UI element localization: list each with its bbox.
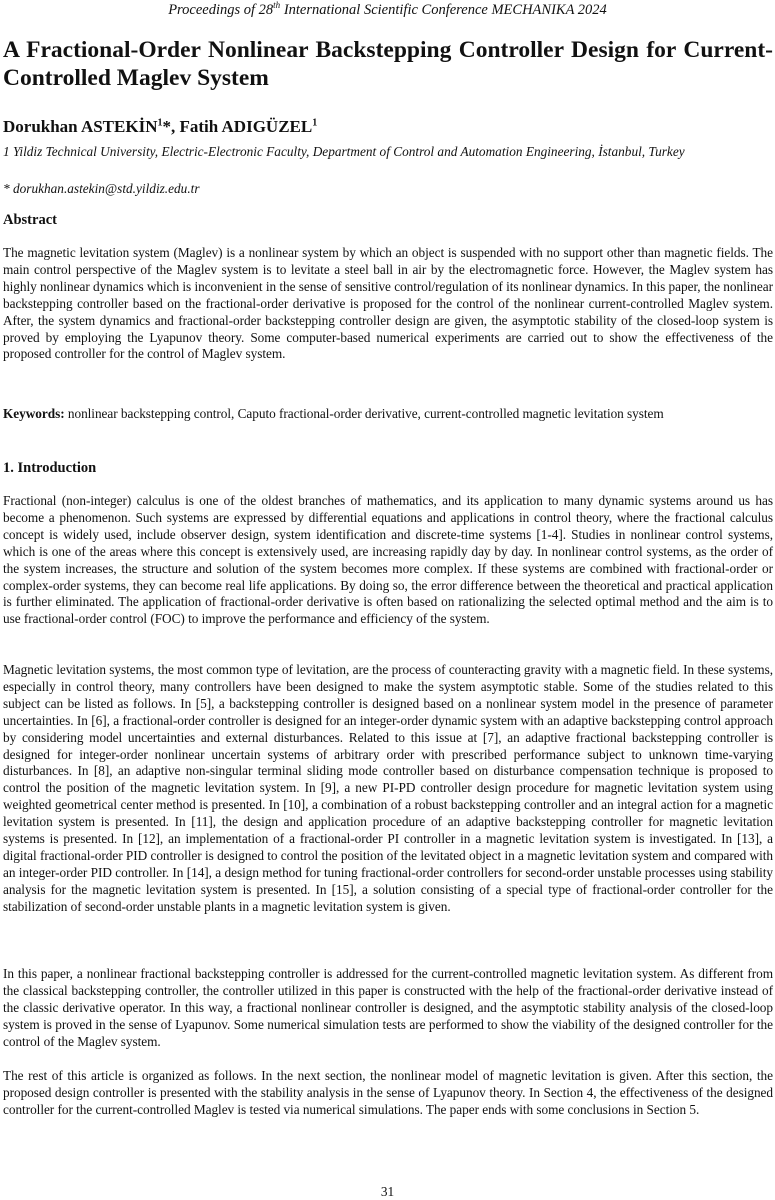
author-1-affiliation-mark: 1 xyxy=(157,117,163,129)
author-1-name: Dorukhan ASTEKİN xyxy=(3,117,158,136)
author-list xyxy=(3,117,773,137)
keywords-label: Keywords: xyxy=(3,406,65,421)
introduction-heading: 1. Introduction xyxy=(3,460,97,476)
intro-paragraph-2: Magnetic levitation systems, the most common type of levitation, are the process of counteracting gravity with a magnetic field. In these systems, especially in control theory, many controllers have been designed to make the system asymptotic stable. Some of the studies related to this subject can be listed as follows. In [5], a backstepping controller is designed based on a nonlinear system model in the presence of parameter uncertainties. In [6], a fractional-order controller is designed for an integer-order dynamic system with an adaptive backstepping control approach by considering model uncertainties and external disturbances. Related to this issue at [7], an adaptive fractional backstepping controller is designed for integer-order nonlinear uncertain systems of arbitrary order with prescribed performance subject to unknown time-varying disturbances. In [8], an adaptive non-singular terminal sliding mode controller based on disturbance compensation technique is proposed to control the position of the magnetic levitation system. In [9], a new PI-PD controller design procedure for magnetic levitation system using weighted geometrical center method is presented. In [10], a combination of a robust backstepping controller and an integral action for a magnetic levitation system is presented. In [11], the design and application procedure of an adaptive backstepping controller for magnetic levitation systems is presented. In [12], an implementation of a fractional-order PI controller in a magnetic levitation system is investigated. In [13], a digital fractional-order PID controller is designed to control the position of the levitated object in a magnetic levitation system and compared with an integer-order PID controller. In [14], a design method for tuning fractional-order controllers for second-order unstable processes using stability analysis for the magnetic levitation system is presented. In [15], a solution consisting of a special type of fractional-order controller for the stabilization of second-order unstable plants in a magnetic levitation system is given. xyxy=(3,662,773,914)
corresponding-email: * dorukhan.astekin@std.yildiz.edu.tr xyxy=(3,181,200,196)
affiliation: 1 Yildiz Technical University, Electric-Electronic Faculty, Department of Control and Automation Engineering, İstanbul, Turkey xyxy=(3,144,685,159)
intro-paragraph-4: The rest of this article is organized as follows. In the next section, the nonlinear model of magnetic levitation is given. After this section, the proposed design controller is presented with the stability analysis in the sense of Lyapunov theory. In Section 4, the effectiveness of the designed controller for the current-controlled Maglev is tested via numerical simulations. The paper ends with some conclusions in Section 5. xyxy=(3,1068,773,1117)
page-number: 31 xyxy=(380,1184,395,1199)
conference-header xyxy=(0,1,775,19)
keywords-text: nonlinear backstepping control, Caputo fractional-order derivative, current-controlled magnetic levitation system xyxy=(64,406,664,421)
author-2-affiliation-mark: 1 xyxy=(312,117,318,129)
intro-paragraph-3: In this paper, a nonlinear fractional backstepping controller is addressed for the current-controlled magnetic levitation system. As different from the classical backstepping controller, the controller utilized in this paper is constructed with the help of the fractional-order derivative instead of the classic derivative operator. In this way, a fractional nonlinear controller is designed, and the asymptotic stability analysis of the closed-loop system is proved in the sense of Lyapunov. Some numerical simulation tests are performed to show the viability of the designed controller for the control of the Maglev system. xyxy=(3,966,773,1049)
abstract-heading: Abstract xyxy=(3,212,57,228)
author-separator: , xyxy=(170,117,180,136)
paper-title: A Fractional-Order Nonlinear Backstepping Controller Design for Current-Controlled Maglev System xyxy=(3,37,773,91)
intro-paragraph-1: Fractional (non-integer) calculus is one of the oldest branches of mathematics, and its application to many dynamic systems around us has become a phenomenon. Such systems are expressed by differential equations and applications in control theory, where the fractional calculus concept is widely used, include observer design, system identification and discrete-time systems [1-4]. Studies in nonlinear control systems, which is one of the areas where this concept is extensively used, are increasing rapidly day by day. In nonlinear control systems, as the order of the system increases, the structure and solution of the system becomes more complex. If these systems are combined with fractional-order or complex-order systems, they can become real life applications. By doing so, the error difference between the theoretical and practical application is further eliminated. The application of fractional-order derivative is often based on rationalizing the selected optimal method and the aim is to use fractional-order control (FOC) to improve the performance and efficiency of the system. xyxy=(3,493,773,627)
header-superscript: th xyxy=(273,0,281,11)
keywords xyxy=(3,406,773,423)
author-2-name: Fatih ADIGÜZEL xyxy=(179,117,313,136)
header-suffix: International Scientific Conference MECHANIKA 2024 xyxy=(280,2,607,18)
header-prefix: Proceedings of 28 xyxy=(168,2,274,18)
corresponding-author-mark: * xyxy=(162,117,171,136)
abstract-text: The magnetic levitation system (Maglev) is a nonlinear system by which an object is suspended with no support other than magnetic fields. The main control perspective of the Maglev system is to levitate a steel ball in air by the electromagnetic force. However, the Maglev system has highly nonlinear dynamics which is inconvenient in the sense of sensitive control/regulation of its nonlinear dynamics. In this paper, the nonlinear backstepping controller based on the fractional-order derivative is proposed for the control of the nonlinear current-controlled Maglev system. After, the system dynamics and fractional-order backstepping controller design are given, the asymptotic stability of the closed-loop system is proved by employing the Lyapunov theory. Some computer-based numerical experiments are carried out to show the effectiveness of the proposed controller for the control of Maglev system. xyxy=(3,245,773,362)
